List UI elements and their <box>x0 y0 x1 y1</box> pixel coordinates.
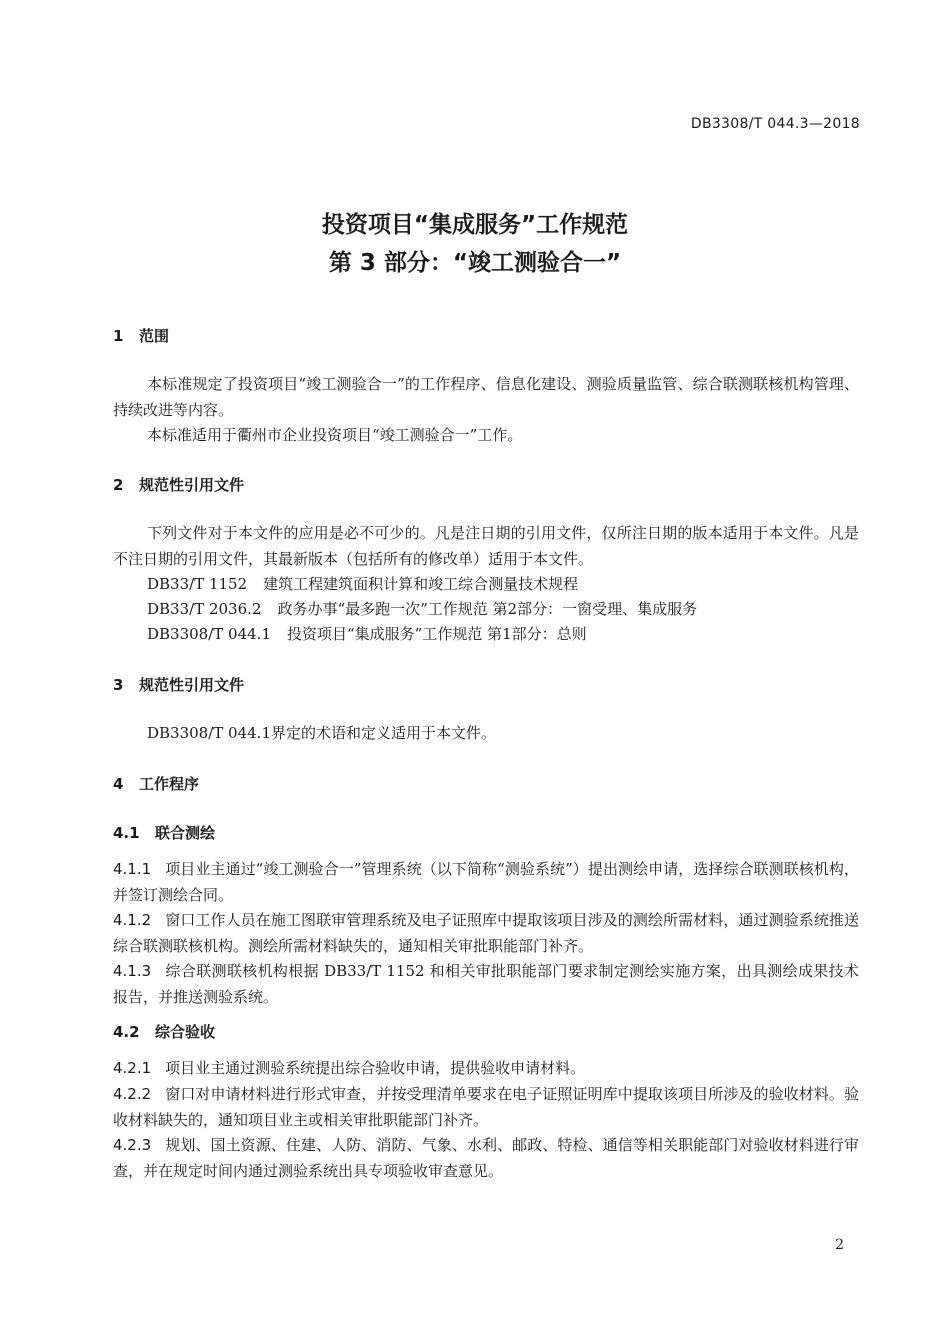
subsection-number: 4.2 <box>113 1023 140 1041</box>
reference-item <box>147 573 578 594</box>
section-number: 2 <box>113 476 124 494</box>
clause-4-2-2 <box>113 1082 859 1133</box>
clause-4-2-1 <box>113 1056 859 1082</box>
clause-number: 4.1.2 <box>113 911 152 929</box>
clause-number: 4.1.3 <box>113 962 152 980</box>
clause-4-1-3 <box>113 959 859 1010</box>
section-number: 4 <box>113 775 124 793</box>
reference-code: DB33/T 1152 <box>147 575 248 593</box>
reference-code: DB3308/T 044.1 <box>147 625 271 643</box>
clause-text: 规划、国土资源、住建、人防、消防、气象、水利、邮政、特检、通信等相关职能部门对验收材料进行审查，并在规定时间内通过测验系统出具专项验收审查意见。 <box>113 1136 859 1180</box>
paragraph-terms: DB3308/T 044.1界定的术语和定义适用于本文件。 <box>147 724 496 742</box>
reference-code: DB33/T 2036.2 <box>147 600 262 618</box>
page-number: 2 <box>835 1237 844 1253</box>
subsection-title: 综合验收 <box>155 1023 216 1041</box>
section-heading-1 <box>113 325 169 346</box>
clause-text: 窗口工作人员在施工图联审管理系统及电子证照库中提取该项目涉及的测绘所需材料，通过测验系统推送综合联测联核机构。测绘所需材料缺失的，通知相关审批职能部门补齐。 <box>113 911 859 955</box>
section-title: 规范性引用文件 <box>139 676 245 694</box>
subsection-heading-4-2 <box>113 1021 215 1042</box>
section-number: 1 <box>113 327 124 345</box>
clause-text: 综合联测联核机构根据 DB33/T 1152 和相关审批职能部门要求制定测绘实施方案，出具测绘成果技术报告，并推送测验系统。 <box>113 962 859 1006</box>
paragraph-references: 下列文件对于本文件的应用是必不可少的。凡是注日期的引用文件，仅所注日期的版本适用于本文件。凡是不注日期的引用文件，其最新版本（包括所有的修改单）适用于本文件。 <box>113 524 859 568</box>
clause-number: 4.2.1 <box>113 1059 152 1077</box>
clause-text: 项目业主通过测验系统提出综合验收申请，提供验收申请材料。 <box>165 1059 586 1077</box>
document-title: 投资项目“集成服务”工作规范 <box>321 212 629 238</box>
paragraph-scope-1: 本标准规定了投资项目“竣工测验合一”的工作程序、信息化建设、测验质量监管、综合联测联核机构管理、持续改进等内容。 <box>113 375 859 419</box>
reference-title: 建筑工程建筑面积计算和竣工综合测量技术规程 <box>263 575 579 593</box>
subsection-heading-4-1 <box>113 822 215 843</box>
clause-number: 4.1.1 <box>113 860 152 878</box>
reference-item <box>147 598 697 619</box>
reference-title: 政务办事“最多跑一次”工作规范 第2部分：一窗受理、集成服务 <box>277 600 698 618</box>
clause-number: 4.2.3 <box>113 1136 152 1154</box>
section-heading-4 <box>113 773 199 794</box>
clause-text: 项目业主通过“竣工测验合一”管理系统（以下简称“测验系统”）提出测绘申请，选择综合联测联核机构，并签订测绘合同。 <box>113 860 859 904</box>
clause-text: 窗口对申请材料进行形式审查，并按受理清单要求在电子证照证明库中提取该项目所涉及的验收材料。验收材料缺失的，通知项目业主或相关审批职能部门补齐。 <box>113 1085 859 1129</box>
section-title: 规范性引用文件 <box>139 476 245 494</box>
section-title: 工作程序 <box>139 775 200 793</box>
document-number: DB3308/T 044.3—2018 <box>690 116 860 132</box>
reference-item <box>147 623 587 644</box>
clause-number: 4.2.2 <box>113 1085 152 1103</box>
subsection-title: 联合测绘 <box>155 824 216 842</box>
paragraph-scope-2: 本标准适用于衢州市企业投资项目“竣工测验合一”工作。 <box>147 426 523 444</box>
clause-4-2-3 <box>113 1133 859 1184</box>
section-heading-2 <box>113 474 244 495</box>
clause-4-1-2 <box>113 908 859 959</box>
document-subtitle: 第 3 部分：“竣工测验合一” <box>328 250 622 276</box>
section-number: 3 <box>113 676 124 694</box>
section-heading-3 <box>113 674 244 695</box>
section-title: 范围 <box>139 327 170 345</box>
clause-4-1-1 <box>113 857 859 908</box>
reference-title: 投资项目“集成服务”工作规范 第1部分：总则 <box>287 625 587 643</box>
subsection-number: 4.1 <box>113 824 140 842</box>
